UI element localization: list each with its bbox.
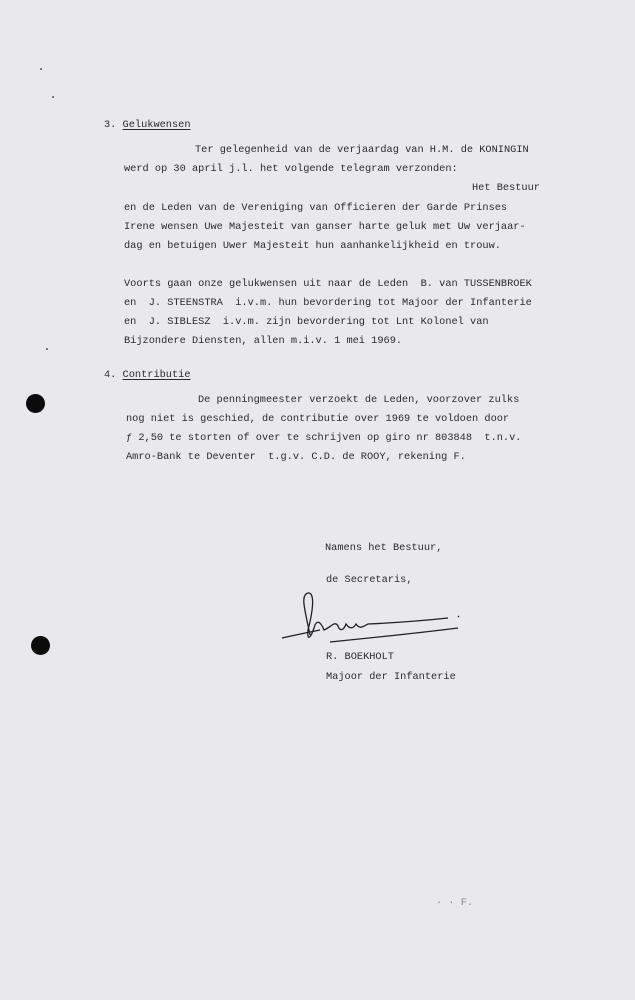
footer-mark: · · F. [436, 897, 474, 909]
section-title: Contributie [122, 369, 191, 381]
speck [46, 348, 48, 350]
role-line: de Secretaris, [326, 574, 413, 586]
section-number: 3. [104, 119, 117, 131]
signatory-name: R. BOEKHOLT [326, 651, 394, 663]
paragraph-line: nog niet is geschied, de contributie over 1969 te voldoen door [126, 413, 510, 425]
paragraph-line: en J. SIBLESZ i.v.m. zijn bevordering tot Lnt Kolonel van [124, 316, 489, 328]
punch-hole [31, 636, 50, 655]
speck [40, 68, 42, 70]
section-title: Gelukwensen [122, 119, 191, 131]
paragraph-line: ƒ 2,50 te storten of over te schrijven op giro nr 803848 t.n.v. [126, 432, 522, 444]
section-3-heading [104, 118, 191, 132]
paragraph-line: en de Leden van de Vereniging van Officieren der Garde Prinses [124, 202, 508, 214]
paragraph-line: Ter gelegenheid van de verjaardag van H.M. de KONINGIN [195, 144, 529, 156]
signature [280, 590, 470, 650]
paragraph-line: Amro-Bank te Deventer t.g.v. C.D. de ROOY, rekening F. [126, 451, 466, 463]
paragraph-line: Het Bestuur [472, 182, 540, 194]
paragraph-line: De penningmeester verzoekt de Leden, voorzover zulks [198, 394, 520, 406]
section-4-heading [104, 368, 191, 382]
speck [52, 96, 54, 98]
paragraph-line: Voorts gaan onze gelukwensen uit naar de Leden B. van TUSSENBROEK [124, 278, 532, 290]
signatory-rank: Majoor der Infanterie [326, 671, 456, 683]
paragraph-line: Irene wensen Uwe Majesteit van ganser harte geluk met Uw verjaar- [124, 221, 526, 233]
paragraph-line: Bijzondere Diensten, allen m.i.v. 1 mei 1969. [124, 335, 403, 347]
punch-hole [26, 394, 45, 413]
paragraph-line: en J. STEENSTRA i.v.m. hun bevordering tot Majoor der Infanterie [124, 297, 532, 309]
paragraph-line: dag en betuigen Uwer Majesteit hun aanhankelijkheid en trouw. [124, 240, 501, 252]
on-behalf-line: Namens het Bestuur, [325, 542, 443, 554]
section-number: 4. [104, 369, 117, 381]
paragraph-line: werd op 30 april j.l. het volgende telegram verzonden: [124, 163, 458, 175]
